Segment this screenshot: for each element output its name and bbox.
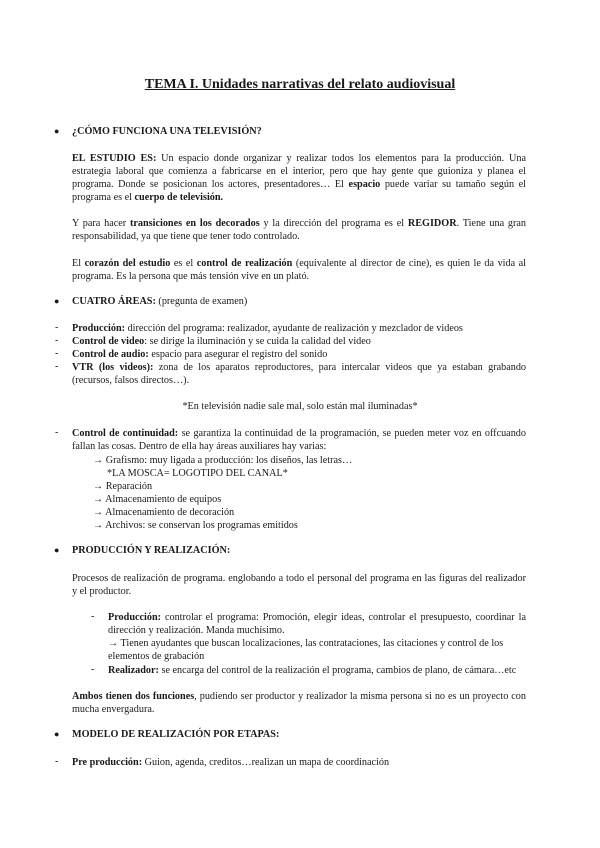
list-item-preproduccion: [72, 756, 526, 769]
list-item-vtr: [72, 361, 526, 387]
list-item-continuidad: [72, 427, 526, 453]
dash-marker: -: [55, 348, 59, 359]
bold-term: espacio: [348, 179, 381, 190]
text: se garantiza la continuidad de la programación, se pueden meter voz en offcuando fallan las cosas. Dentro de ella hay áreas auxiliares hay varias:: [72, 428, 526, 452]
bold-term: control de realización: [196, 258, 293, 269]
paragraph-corazon: [72, 257, 526, 283]
bold-term: Control de video: [72, 336, 145, 347]
bold-term: Producción:: [72, 323, 126, 334]
aux-item-reparacion: → Reparación: [93, 481, 153, 492]
bold-term: corazón del estudio: [84, 258, 171, 269]
sub-item-ayudantes: → Tienen ayudantes que buscan localizaciones, las contrataciones, las citaciones y control de los elementos de grabación: [108, 638, 504, 662]
bold-term: transiciones en los decorados: [130, 218, 260, 229]
aux-item-archivos: → Archivos: se conservan los programas emitidos: [93, 520, 298, 531]
dash-marker: -: [55, 361, 59, 372]
aux-item-equipos: → Almacenamiento de equipos: [93, 494, 222, 505]
text: Guion, agenda, creditos…realizan un mapa de coordinación: [142, 757, 390, 768]
list-item-produccion-role: [108, 611, 526, 637]
text: El: [72, 258, 85, 269]
aux-item-grafismo: → Grafismo: muy ligada a producción: los diseños, las letras…: [93, 455, 353, 466]
bullet-icon: ●: [54, 729, 60, 739]
heading-note: (pregunta de examen): [155, 296, 248, 307]
dash-marker: -: [55, 322, 59, 333]
paragraph-ambos: [72, 690, 526, 716]
text: Un espacio donde organizar y realizar todos los elementos para la producción. Una estrategia laboral que comienza a fabricarse en el interior, pero que hay gente que guioniza y planea el programa. Donde se posicionan los actores, presentadores… El: [72, 153, 526, 190]
bold-term: Ambos tienen dos funciones: [72, 691, 195, 702]
aux-item-decoracion: → Almacenamiento de decoración: [93, 507, 235, 518]
text: zona de los aparatos reproductores, para intercalar videos que ya estaban grabando (recursos, falsos directos…).: [72, 362, 527, 386]
paragraph-regidor: [72, 217, 526, 243]
bold-term: Control de audio:: [72, 349, 149, 360]
text: , pudiendo ser productor y realizador la misma persona si no es un proyecto con mucha envergadura.: [72, 691, 526, 715]
heading-text: CUATRO ÁREAS:: [72, 296, 156, 307]
bold-term: VTR (los videos):: [72, 362, 154, 373]
text: espacio para asegurar el registro del sonido: [148, 349, 328, 360]
dash-marker: -: [55, 756, 59, 767]
paragraph-procesos: Procesos de realización de programa. englobando a todo el personal del programa en las figuras del realizador y el productor.: [72, 573, 526, 597]
bold-term: Pre producción:: [72, 757, 143, 768]
dash-marker: -: [55, 335, 59, 346]
list-item-produccion: [72, 322, 526, 335]
text: : se dirige la iluminación y se cuida la calidad del video: [144, 336, 371, 347]
text: es el: [170, 258, 197, 269]
bullet-icon: ●: [54, 126, 60, 136]
bold-term: Realizador:: [108, 665, 159, 676]
dash-marker: -: [55, 427, 59, 438]
bold-term: REGIDOR: [407, 218, 457, 229]
text: controlar el programa: Promoción, elegir ideas, controlar el presupuesto, coordinar la dirección y realización. Manda muchísimo.: [108, 612, 526, 636]
text: dirección del programa: realizador, ayudante de realización y mezclador de videos: [125, 323, 463, 334]
heading-text: PRODUCCIÓN Y REALIZACIÓN:: [72, 545, 231, 556]
text: puede variar su tamaño según el programa es el: [72, 179, 526, 203]
list-item-control-audio: [72, 348, 526, 361]
paragraph-estudio: [72, 152, 526, 204]
section-heading-modelo: [54, 729, 279, 740]
heading-text: ¿CÓMO FUNCIONA UNA TELEVISIÓN?: [72, 126, 262, 137]
bullet-icon: ●: [54, 545, 60, 555]
text: . Tiene una gran responsabilidad, ya que tiene que tener todo controlado.: [72, 218, 526, 242]
heading-text: MODELO DE REALIZACIÓN POR ETAPAS:: [72, 729, 280, 740]
bold-term: cuerpo de televisión.: [134, 192, 224, 203]
note-iluminacion: *En televisión nadie sale mal, solo están mal iluminadas*: [182, 401, 418, 412]
bold-term: Producción:: [108, 612, 162, 623]
section-heading-television: [54, 126, 262, 137]
list-item-realizador: [108, 664, 526, 677]
page-title: TEMA I. Unidades narrativas del relato audiovisual: [144, 77, 456, 92]
dash-marker: -: [91, 611, 95, 622]
section-heading-produccion-realizacion: [54, 545, 230, 556]
bullet-icon: ●: [54, 296, 60, 306]
text: (equivalente al director de cine), es quien le da vida al programa. Es la persona que más tensión vive en un plató.: [72, 258, 526, 282]
text: Y para hacer: [72, 218, 130, 229]
aux-note-mosca: *LA MOSCA= LOGOTIPO DEL CANAL*: [107, 468, 288, 479]
section-heading-areas: [54, 296, 247, 307]
text: y la dirección del programa es el: [259, 218, 408, 229]
dash-marker: -: [91, 664, 95, 675]
list-item-control-video: [72, 335, 526, 348]
bold-term: Control de continuidad:: [72, 428, 179, 439]
text: se encarga del control de la realización el programa, cambios de plano, de cámara…etc: [158, 665, 517, 676]
bold-term: EL ESTUDIO ES:: [72, 153, 157, 164]
